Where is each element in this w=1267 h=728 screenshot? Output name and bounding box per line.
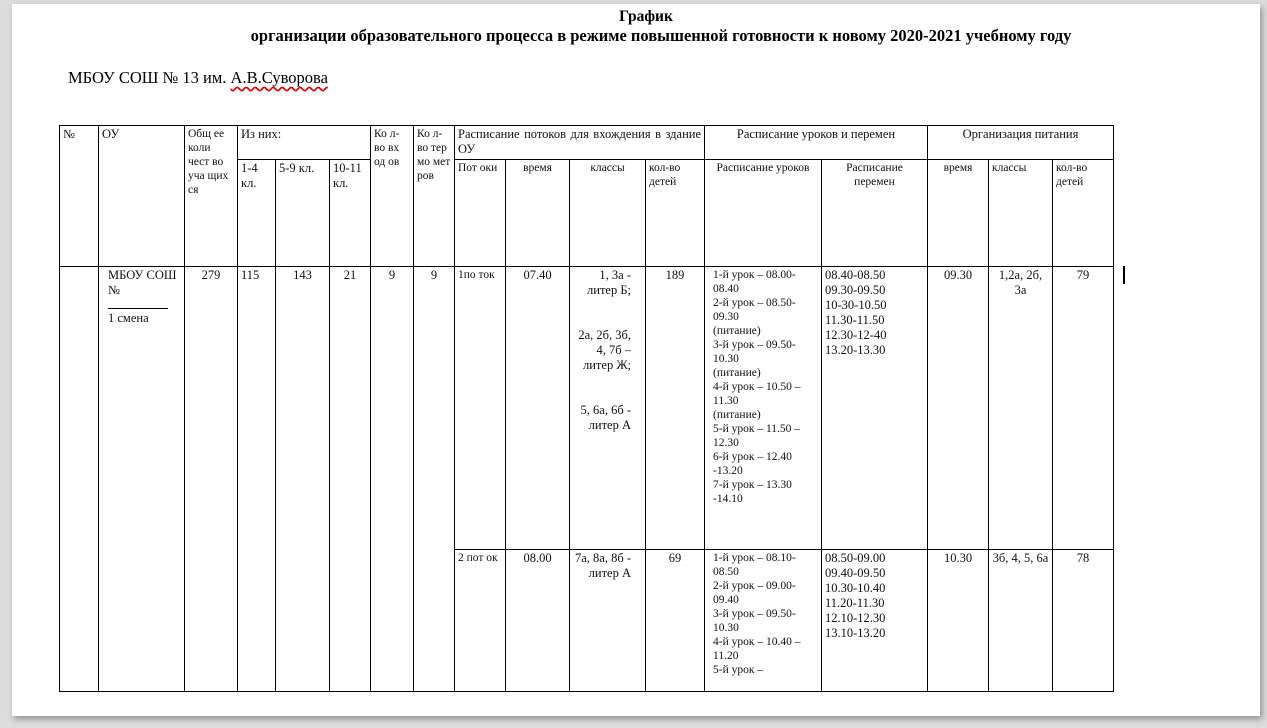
header-of-them: Из них: xyxy=(238,126,371,160)
stream-1-classes-group-3: 5, 6а, 6б - литер А xyxy=(580,403,631,432)
school-name: МБОУ СОШ № 13 им. А.В.Суворова xyxy=(68,68,328,87)
row-thermometers: 9 xyxy=(414,267,455,692)
header-time: время xyxy=(506,160,570,267)
stream-1-name: 1по ток xyxy=(455,267,506,550)
row-ou-name: МБОУ СОШ № xyxy=(108,268,177,297)
stream-1-time: 07.40 xyxy=(506,267,570,550)
header-food-time: время xyxy=(928,160,989,267)
stream-1-classes xyxy=(570,267,646,550)
header-children: кол-во детей xyxy=(646,160,705,267)
stream-2-classes xyxy=(570,550,646,692)
header-food-classes: классы xyxy=(989,160,1053,267)
food-1-time: 09.30 xyxy=(928,267,989,550)
food-1-classes: 1,2а, 2б, 3а xyxy=(989,267,1053,550)
stream-2-name: 2 пот ок xyxy=(455,550,506,692)
row-num-cell xyxy=(60,267,99,692)
header-food-children: кол-во детей xyxy=(1053,160,1114,267)
header-grade-10-11: 10-11 кл. xyxy=(330,160,371,267)
header-row-1 xyxy=(60,126,1114,160)
stream-1-classes-group-2: 2а, 2б, 3б, 4, 7б – литер Ж; xyxy=(578,328,631,372)
stream-2-children: 69 xyxy=(646,550,705,692)
text-cursor xyxy=(1123,266,1125,284)
stream-2-classes-group-1: 7а, 8а, 8б - литер А xyxy=(575,551,631,580)
food-2-classes: 3б, 4, 5, 6а xyxy=(989,550,1053,692)
stream-2-lessons: 1-й урок – 08.10-08.50 2-й урок – 09.00-09.40 3-й урок – 09.50-10.30 4-й урок – 10.40 – 11.20 5-й урок – xyxy=(705,550,822,692)
header-ou: ОУ xyxy=(99,126,185,267)
header-grade-5-9: 5-9 кл. xyxy=(276,160,330,267)
row-ou-cell xyxy=(99,267,185,692)
header-food: Организация питания xyxy=(928,126,1114,160)
header-stream: Пот оки xyxy=(455,160,506,267)
header-grade-1-4: 1-4 кл. xyxy=(238,160,276,267)
header-classes: классы xyxy=(570,160,646,267)
row-total: 279 xyxy=(185,267,238,692)
header-breaks: Расписание перемен xyxy=(822,160,928,267)
header-streams-schedule: Расписание потоков для вхождения в здание ОУ xyxy=(455,126,705,160)
stream-1-children: 189 xyxy=(646,267,705,550)
table-row xyxy=(60,267,1114,550)
document-title: График xyxy=(619,8,673,25)
stream-1-lessons: 1-й урок – 08.00-08.40 2-й урок – 08.50-09.30 (питание) 3-й урок – 09.50-10.30 (питание) 4-й урок – 10.50 – 11.30 (питание) 5-й урок – 11.50 – 12.30 6-й урок – 12.40 -13.20 7-й урок – 13.30 -14.10 xyxy=(705,267,822,550)
row-entrances: 9 xyxy=(371,267,414,692)
row-grade-10-11: 21 xyxy=(330,267,371,692)
stream-2-time: 08.00 xyxy=(506,550,570,692)
food-2-children: 78 xyxy=(1053,550,1114,692)
header-lessons-breaks: Расписание уроков и перемен xyxy=(705,126,928,160)
header-total: Общ ее коли чест во уча щих ся xyxy=(185,126,238,267)
header-num: № xyxy=(60,126,99,267)
schedule-table xyxy=(59,125,1114,692)
row-grade-1-4: 115 xyxy=(238,267,276,692)
header-lessons: Расписание уроков xyxy=(705,160,822,267)
row-shift: 1 смена xyxy=(108,308,168,326)
document-page xyxy=(12,4,1260,716)
document-subtitle: организации образовательного процесса в режиме повышенной готовности к новому 2020-2021 учебному году xyxy=(250,26,1072,45)
food-1-children: 79 xyxy=(1053,267,1114,550)
school-name-marked: А.В.Суворова xyxy=(230,68,328,87)
row-grade-5-9: 143 xyxy=(276,267,330,692)
header-entrances: Ко л-во вх од ов xyxy=(371,126,414,267)
stream-1-breaks: 08.40-08.50 09.30-09.50 10-30-10.50 11.30-11.50 12.30-12-40 13.20-13.30 xyxy=(822,267,928,550)
food-2-time: 10.30 xyxy=(928,550,989,692)
stream-1-classes-group-1: 1, 3а - литер Б; xyxy=(587,268,631,297)
stream-2-breaks: 08.50-09.00 09.40-09.50 10.30-10.40 11.20-11.30 12.10-12.30 13.10-13.20 xyxy=(822,550,928,692)
header-thermometers: Ко л-во тер мо мет ров xyxy=(414,126,455,267)
